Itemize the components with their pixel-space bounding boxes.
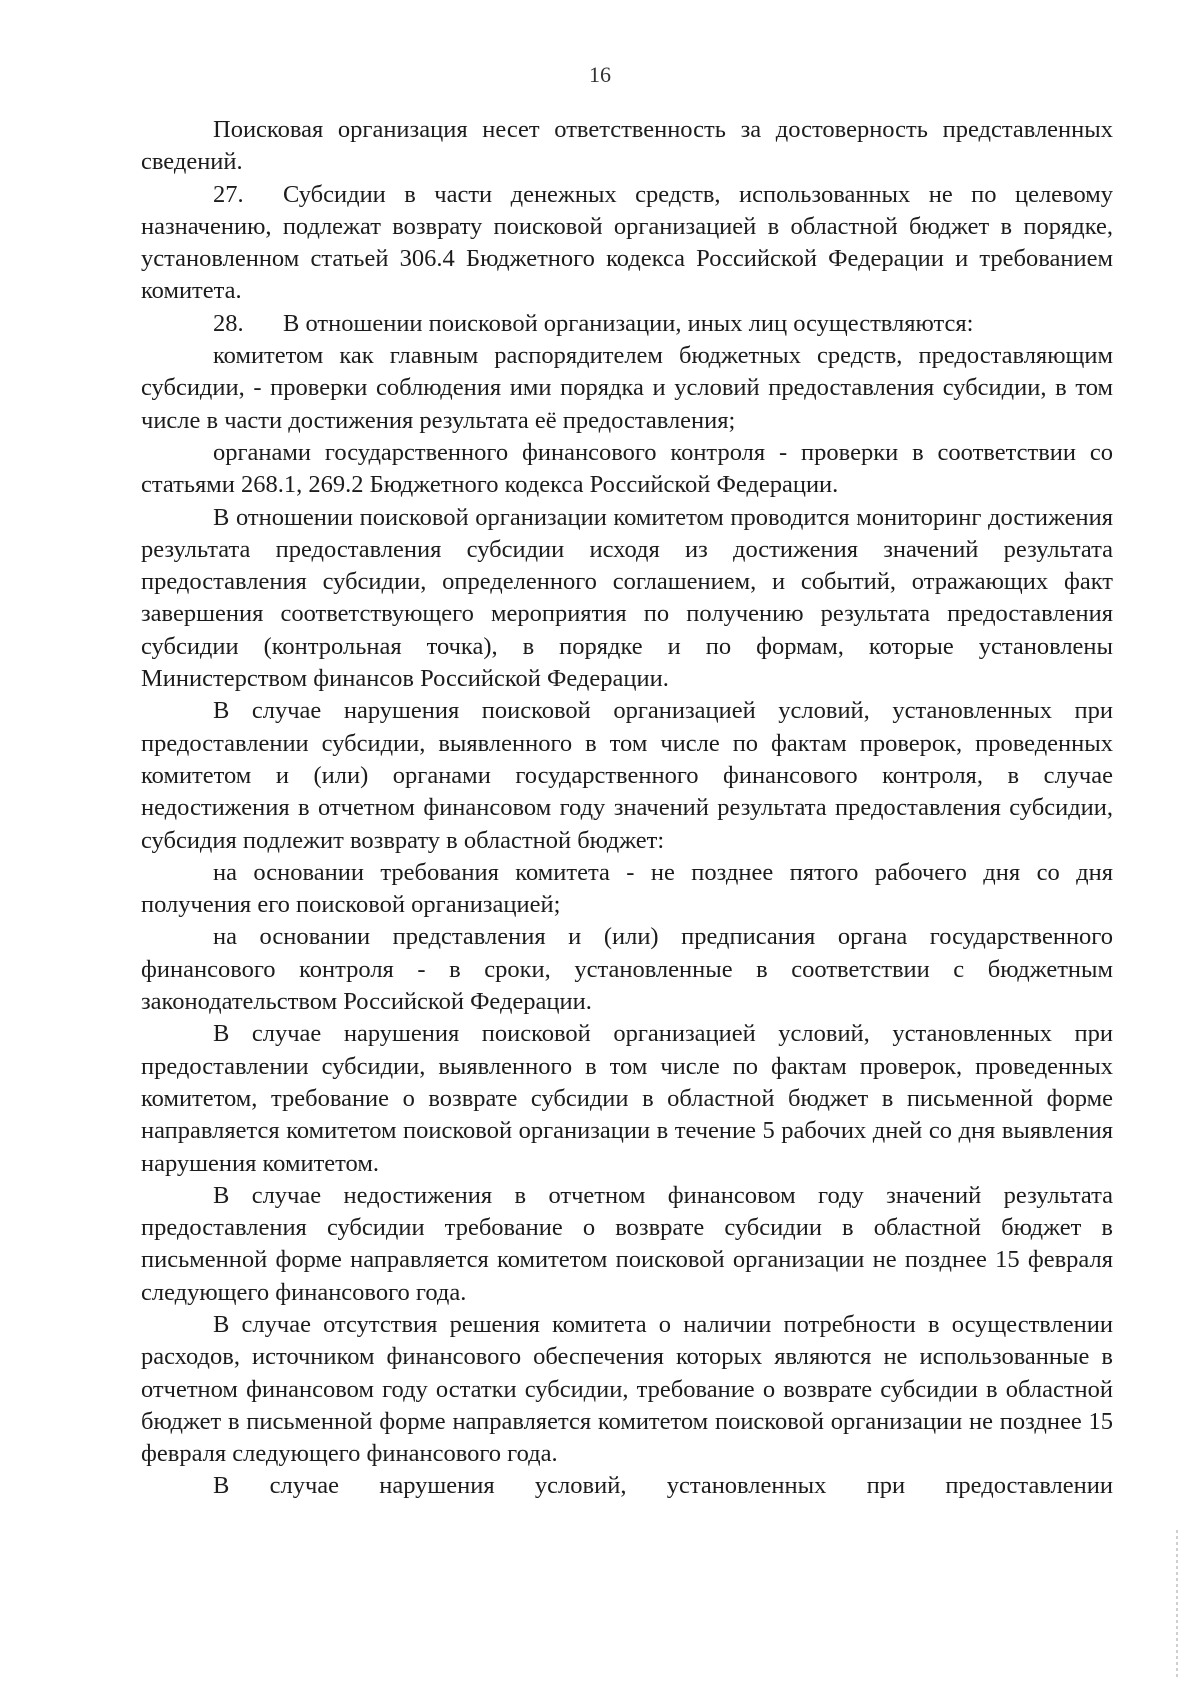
paragraph	[141, 437, 1113, 502]
paragraph	[141, 340, 1113, 437]
paragraph-text: Субсидии в части денежных средств, использованных не по целевому назначению, подлежат возврату поисковой организацией в областной бюджет в порядке, установленном статьей 306.4 Бюджетного кодекса Российской Федерации и требованием комитета.	[141, 180, 1113, 305]
paragraph	[141, 1470, 1113, 1502]
clause-number: 27.	[213, 180, 244, 208]
scan-edge-mark	[1176, 1530, 1178, 1680]
paragraph-text: В случае нарушения условий, установленных при предоставлении	[213, 1472, 1113, 1500]
paragraph-text: В отношении поисковой организации комитетом проводится мониторинг достижения результата предоставления субсидии исходя из достижения значений результата предоставления субсидии, определенного соглашением, и событий, отражающих факт завершения соответствующего мероприятия по получению результата предоставления субсидии (контрольная точка), в порядке и по формам, которые установлены Министерством финансов Российской Федерации.	[141, 503, 1113, 693]
paragraph-text: органами государственного финансового контроля - проверки в соответствии со статьями 268.1, 269.2 Бюджетного кодекса Российской Федерации.	[141, 438, 1113, 499]
paragraph-text: В случае нарушения поисковой организацией условий, установленных при предоставлении субсидии, выявленного в том числе по фактам проверок, проведенных комитетом и (или) органами государственного финансового контроля, в случае недостижения в отчетном финансовом году значений результата предоставления субсидии, субсидия подлежит возврату в областной бюджет:	[141, 697, 1113, 854]
document-body	[141, 114, 1113, 1503]
paragraph-text: на основании требования комитета - не позднее пятого рабочего дня со дня получения его поисковой организацией;	[141, 858, 1113, 919]
clause-number: 28.	[213, 309, 244, 337]
paragraph	[141, 1180, 1113, 1309]
paragraph	[141, 921, 1113, 1018]
paragraph-text: В случае нарушения поисковой организацией условий, установленных при предоставлении субсидии, выявленного в том числе по фактам проверок, проведенных комитетом, требование о возврате субсидии в областной бюджет в письменной форме направляется комитетом поисковой организации в течение 5 рабочих дней со дня выявления нарушения комитетом.	[141, 1020, 1113, 1177]
paragraph	[141, 857, 1113, 922]
paragraph-text: комитетом как главным распорядителем бюджетных средств, предоставляющим субсидии, - проверки соблюдения ими порядка и условий предоставления субсидии, в том числе в части достижения результата её предоставления;	[141, 342, 1113, 434]
numbered-paragraph	[141, 308, 1113, 340]
paragraph	[141, 114, 1113, 179]
paragraph-text: на основании представления и (или) предписания органа государственного финансового контроля - в сроки, установленные в соответствии с бюджетным законодательством Российской Федерации.	[141, 923, 1113, 1016]
numbered-paragraph	[141, 179, 1113, 308]
paragraph-text: В отношении поисковой организации, иных лиц осуществляются:	[283, 309, 974, 337]
paragraph-text: В случае отсутствия решения комитета о наличии потребности в осуществлении расходов, источником финансового обеспечения которых являются не использованные в отчетном финансовом году остатки субсидии, требование о возврате субсидии в областной бюджет в письменной форме направляется комитетом поисковой организации не позднее 15 февраля следующего финансового года.	[141, 1310, 1113, 1468]
paragraph	[141, 1018, 1113, 1179]
paragraph	[141, 1309, 1113, 1470]
paragraph	[141, 502, 1113, 696]
page-number: 16	[589, 62, 611, 87]
paragraph	[141, 695, 1113, 856]
paragraph-text: Поисковая организация несет ответственность за достоверность представленных сведений.	[141, 116, 1113, 176]
paragraph-text: В случае недостижения в отчетном финансовом году значений результата предоставления субсидии требование о возврате субсидии в областной бюджет в письменной форме направляется комитетом поисковой организации не позднее 15 февраля следующего финансового года.	[141, 1181, 1113, 1306]
